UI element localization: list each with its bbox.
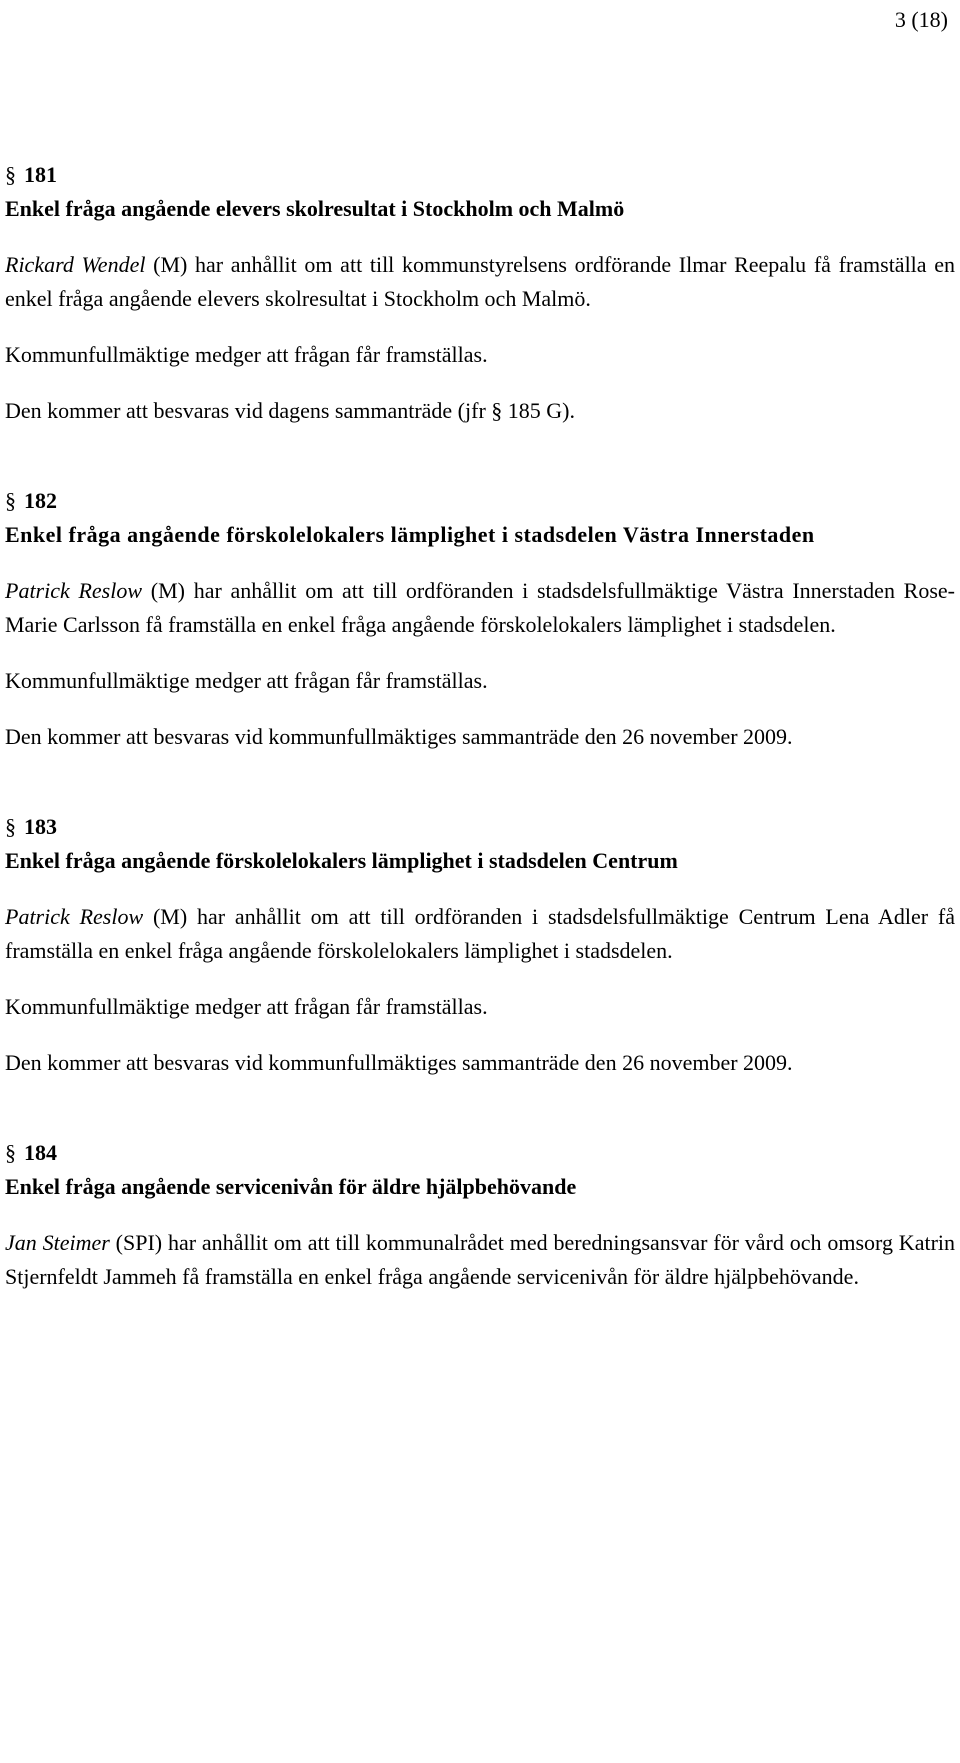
section-title: Enkel fråga angående elevers skolresultat i Stockholm och Malmö (5, 196, 625, 221)
section-title: Enkel fråga angående förskolelokalers lämplighet i stadsdelen Centrum (5, 848, 678, 873)
section-number: § 181 (5, 158, 955, 192)
consent-text: Kommunfullmäktige medger att frågan får framställas. (5, 668, 488, 693)
section-intro: Rickard Wendel (M) har anhållit om att till kommunstyrelsens ordförande Ilmar Reepalu få framställa en enkel fråga angående elevers skolresultat i Stockholm och Malmö. (5, 252, 955, 311)
section-182 (5, 484, 955, 754)
paragraph-sign: § (5, 814, 16, 839)
section-number: § 183 (5, 810, 955, 844)
section-184 (5, 1136, 955, 1294)
speaker-name: Patrick Reslow (5, 578, 143, 603)
section-title: Enkel fråga angående servicenivån för äldre hjälpbehövande (5, 1174, 577, 1199)
document-body (5, 158, 955, 1350)
section-title: Enkel fråga angående förskolelokalers lämplighet i stadsdelen Västra Innerstaden (5, 522, 815, 547)
answer-text: Den kommer att besvaras vid dagens sammanträde (jfr § 185 G). (5, 398, 575, 423)
speaker-name: Patrick Reslow (5, 904, 144, 929)
paragraph-sign: § (5, 488, 16, 513)
answer-text: Den kommer att besvaras vid kommunfullmäktiges sammanträde den 26 november 2009. (5, 724, 793, 749)
consent-text: Kommunfullmäktige medger att frågan får framställas. (5, 994, 488, 1019)
answer-text: Den kommer att besvaras vid kommunfullmäktiges sammanträde den 26 november 2009. (5, 1050, 793, 1075)
section-183 (5, 810, 955, 1080)
section-intro: Patrick Reslow (M) har anhållit om att till ordföranden i stadsdelsfullmäktige Västra Innerstaden Rose-Marie Carlsson få framställa en enkel fråga angående förskolelokalers lämplighet i stadsdelen. (5, 578, 955, 637)
section-intro: Patrick Reslow (M) har anhållit om att till ordföranden i stadsdelsfullmäktige Centrum Lena Adler få framställa en enkel fråga angående förskolelokalers lämplighet i stadsdelen. (5, 904, 955, 963)
section-number: § 184 (5, 1136, 955, 1170)
paragraph-sign: § (5, 1140, 16, 1165)
speaker-name: Rickard Wendel (5, 252, 146, 277)
speaker-name: Jan Steimer (5, 1230, 110, 1255)
paragraph-sign: § (491, 398, 503, 423)
section-intro: Jan Steimer (SPI) har anhållit om att till kommunalrådet med beredningsansvar för vård och omsorg Katrin Stjernfeldt Jammeh få framställa en enkel fråga angående servicenivån för äldre hjälpbehövande. (5, 1230, 956, 1289)
page-number: 3 (18) (894, 7, 948, 32)
section-181 (5, 158, 955, 428)
paragraph-sign: § (5, 162, 16, 187)
consent-text: Kommunfullmäktige medger att frågan får framställas. (5, 342, 488, 367)
section-number: § 182 (5, 484, 955, 518)
